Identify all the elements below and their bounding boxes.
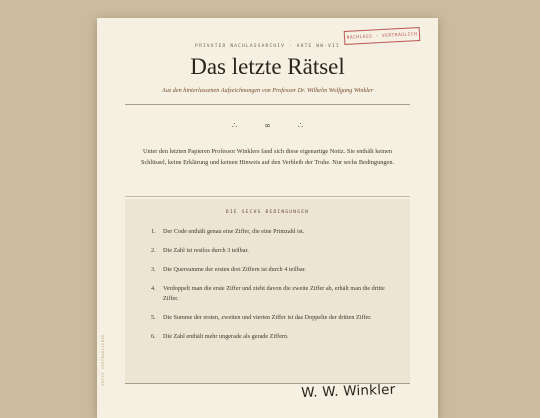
divider-top xyxy=(125,104,410,105)
condition-text: Die Zahl enthält mehr ungerade als gerade Ziffern. xyxy=(163,332,289,340)
condition-number: 6. xyxy=(151,332,156,340)
infinity-icon: ∞ xyxy=(264,121,271,130)
conditions-box xyxy=(125,199,410,384)
condition-item xyxy=(151,332,394,342)
condition-item xyxy=(151,313,394,323)
condition-number: 4. xyxy=(151,285,156,293)
page-subtitle: Aus den hinterlassenen Aufzeichnungen von Professor Dr. Wilhelm Wolfgang Winkler xyxy=(161,87,374,94)
condition-number: 1. xyxy=(151,228,156,235)
condition-number: 5. xyxy=(151,313,156,321)
margin-note: · KOPIE VERTRAULICHER xyxy=(101,334,105,391)
condition-text: Der Code enthält genau eine Ziffer, die eine Primzahl ist. xyxy=(163,228,305,235)
condition-text: Die Summe der ersten, zweiten und vierten Ziffer ist das Doppelte der dritten Ziffer. xyxy=(163,313,372,321)
therefore-right-icon: ∴ xyxy=(297,121,304,130)
condition-text: Die Zahl ist restlos durch 3 teilbar. xyxy=(163,247,249,255)
conditions-list xyxy=(151,227,394,351)
page-title: Das letzte Rätsel xyxy=(190,54,345,79)
therefore-left-icon: ∴ xyxy=(231,121,238,130)
condition-number: 3. xyxy=(151,266,156,274)
archive-reference: PRIVATER NACHLASSARCHIV · AKTE WW-VII xyxy=(195,44,340,49)
condition-number: 2. xyxy=(151,247,156,255)
document-page xyxy=(97,18,438,418)
condition-item xyxy=(151,265,394,275)
intro-paragraph: Unter den letzten Papieren Professor Winklers fand sich diese eigenartige Notiz. Sie enthält keinen Schlüssel, keine Erklärung und keinen Hinweis auf den Verbleib der Truhe. Nur sechs Bedingungen. xyxy=(140,148,395,166)
condition-text: Verdoppelt man die erste Ziffer und zieht davon die zweite Ziffer ab, erhält man die dritte Ziffer. xyxy=(163,285,385,302)
condition-item xyxy=(151,284,394,303)
conditions-heading: DIE SECHS BEDINGUNGEN xyxy=(225,210,310,215)
condition-item xyxy=(151,246,394,256)
condition-item xyxy=(151,227,394,237)
signature: W. W. Winkler xyxy=(301,381,396,401)
divider-middle xyxy=(125,196,410,197)
ornament-row xyxy=(97,121,438,130)
confidential-stamp: NACHLASS · VERTRAULICH xyxy=(344,27,421,45)
condition-text: Die Quersumme der ersten drei Ziffern ist durch 4 teilbar. xyxy=(163,266,306,274)
